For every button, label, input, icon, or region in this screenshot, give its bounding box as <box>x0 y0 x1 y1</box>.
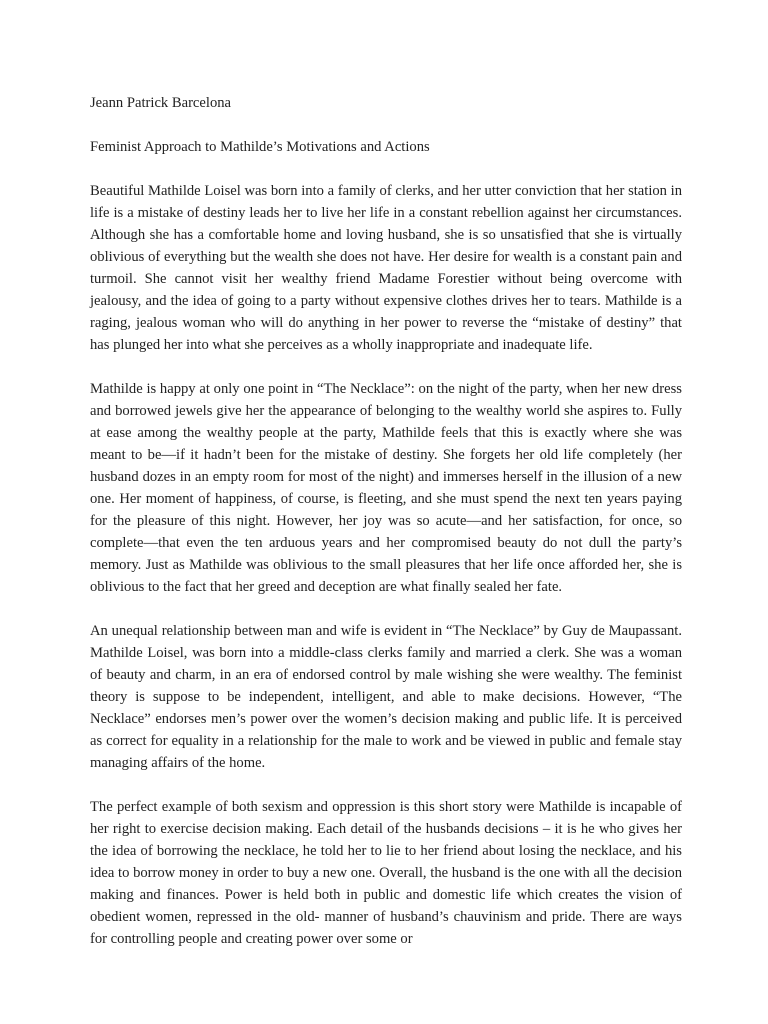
paragraph-3: An unequal relationship between man and wife is evident in “The Necklace” by Guy de Maupassant. Mathilde Loisel, was born into a middle-class clerks family and married a clerk. She was a woman of beauty and charm, in an era of endorsed control by male wishing she were wealthy. The feminist theory is suppose to be independent, intelligent, and able to make decisions. However, “The Necklace” endorses men’s power over the women’s decision making and public life. It is perceived as correct for equality in a relationship for the male to work and be viewed in public and female stay managing affairs of the home. <box>90 623 682 771</box>
essay-title: Feminist Approach to Mathilde’s Motivations and Actions <box>90 139 430 155</box>
paragraph-1: Beautiful Mathilde Loisel was born into a family of clerks, and her utter conviction that her station in life is a mistake of destiny leads her to live her life in a constant rebellion against her circumstances. Although she has a comfortable home and loving husband, she is so unsatisfied that she is virtually oblivious of everything but the wealth she does not have. Her desire for wealth is a constant pain and turmoil. She cannot visit her wealthy friend Madame Forestier without being overcome with jealousy, and the idea of going to a party without expensive clothes drives her to tears. Mathilde is a raging, jealous woman who will do anything in her power to reverse the “mistake of destiny” that has plunged her into what she perceives as a wholly inappropriate and inadequate life. <box>90 183 682 353</box>
paragraph-4: The perfect example of both sexism and oppression is this short story were Mathilde is incapable of her right to exercise decision making. Each detail of the husbands decisions – it is he who gives her the idea of borrowing the necklace, he told her to lie to her friend about losing the necklace, and his idea to borrow money in order to buy a new one. Overall, the husband is the one with all the decision making and finances. Power is held both in public and domestic life which creates the vision of obedient women, repressed in the old- manner of husband’s chauvinism and pride. There are ways for controlling people and creating power over some or <box>90 799 682 947</box>
paragraph-2: Mathilde is happy at only one point in “The Necklace”: on the night of the party, when her new dress and borrowed jewels give her the appearance of belonging to the wealthy world she aspires to. Fully at ease among the wealthy people at the party, Mathilde feels that this is exactly where she was meant to be—if it hadn’t been for the mistake of destiny. She forgets her old life completely (her husband dozes in an empty room for most of the night) and immerses herself in the illusion of a new one. Her moment of happiness, of course, is fleeting, and she must spend the next ten years paying for the pleasure of this night. However, her joy was so acute—and her satisfaction, for once, so complete—that even the ten arduous years and her compromised beauty do not dull the party’s memory. Just as Mathilde was oblivious to the small pleasures that her life once afforded her, she is oblivious to the fact that her greed and deception are what finally sealed her fate. <box>90 381 682 595</box>
author-name: Jeann Patrick Barcelona <box>90 95 232 111</box>
